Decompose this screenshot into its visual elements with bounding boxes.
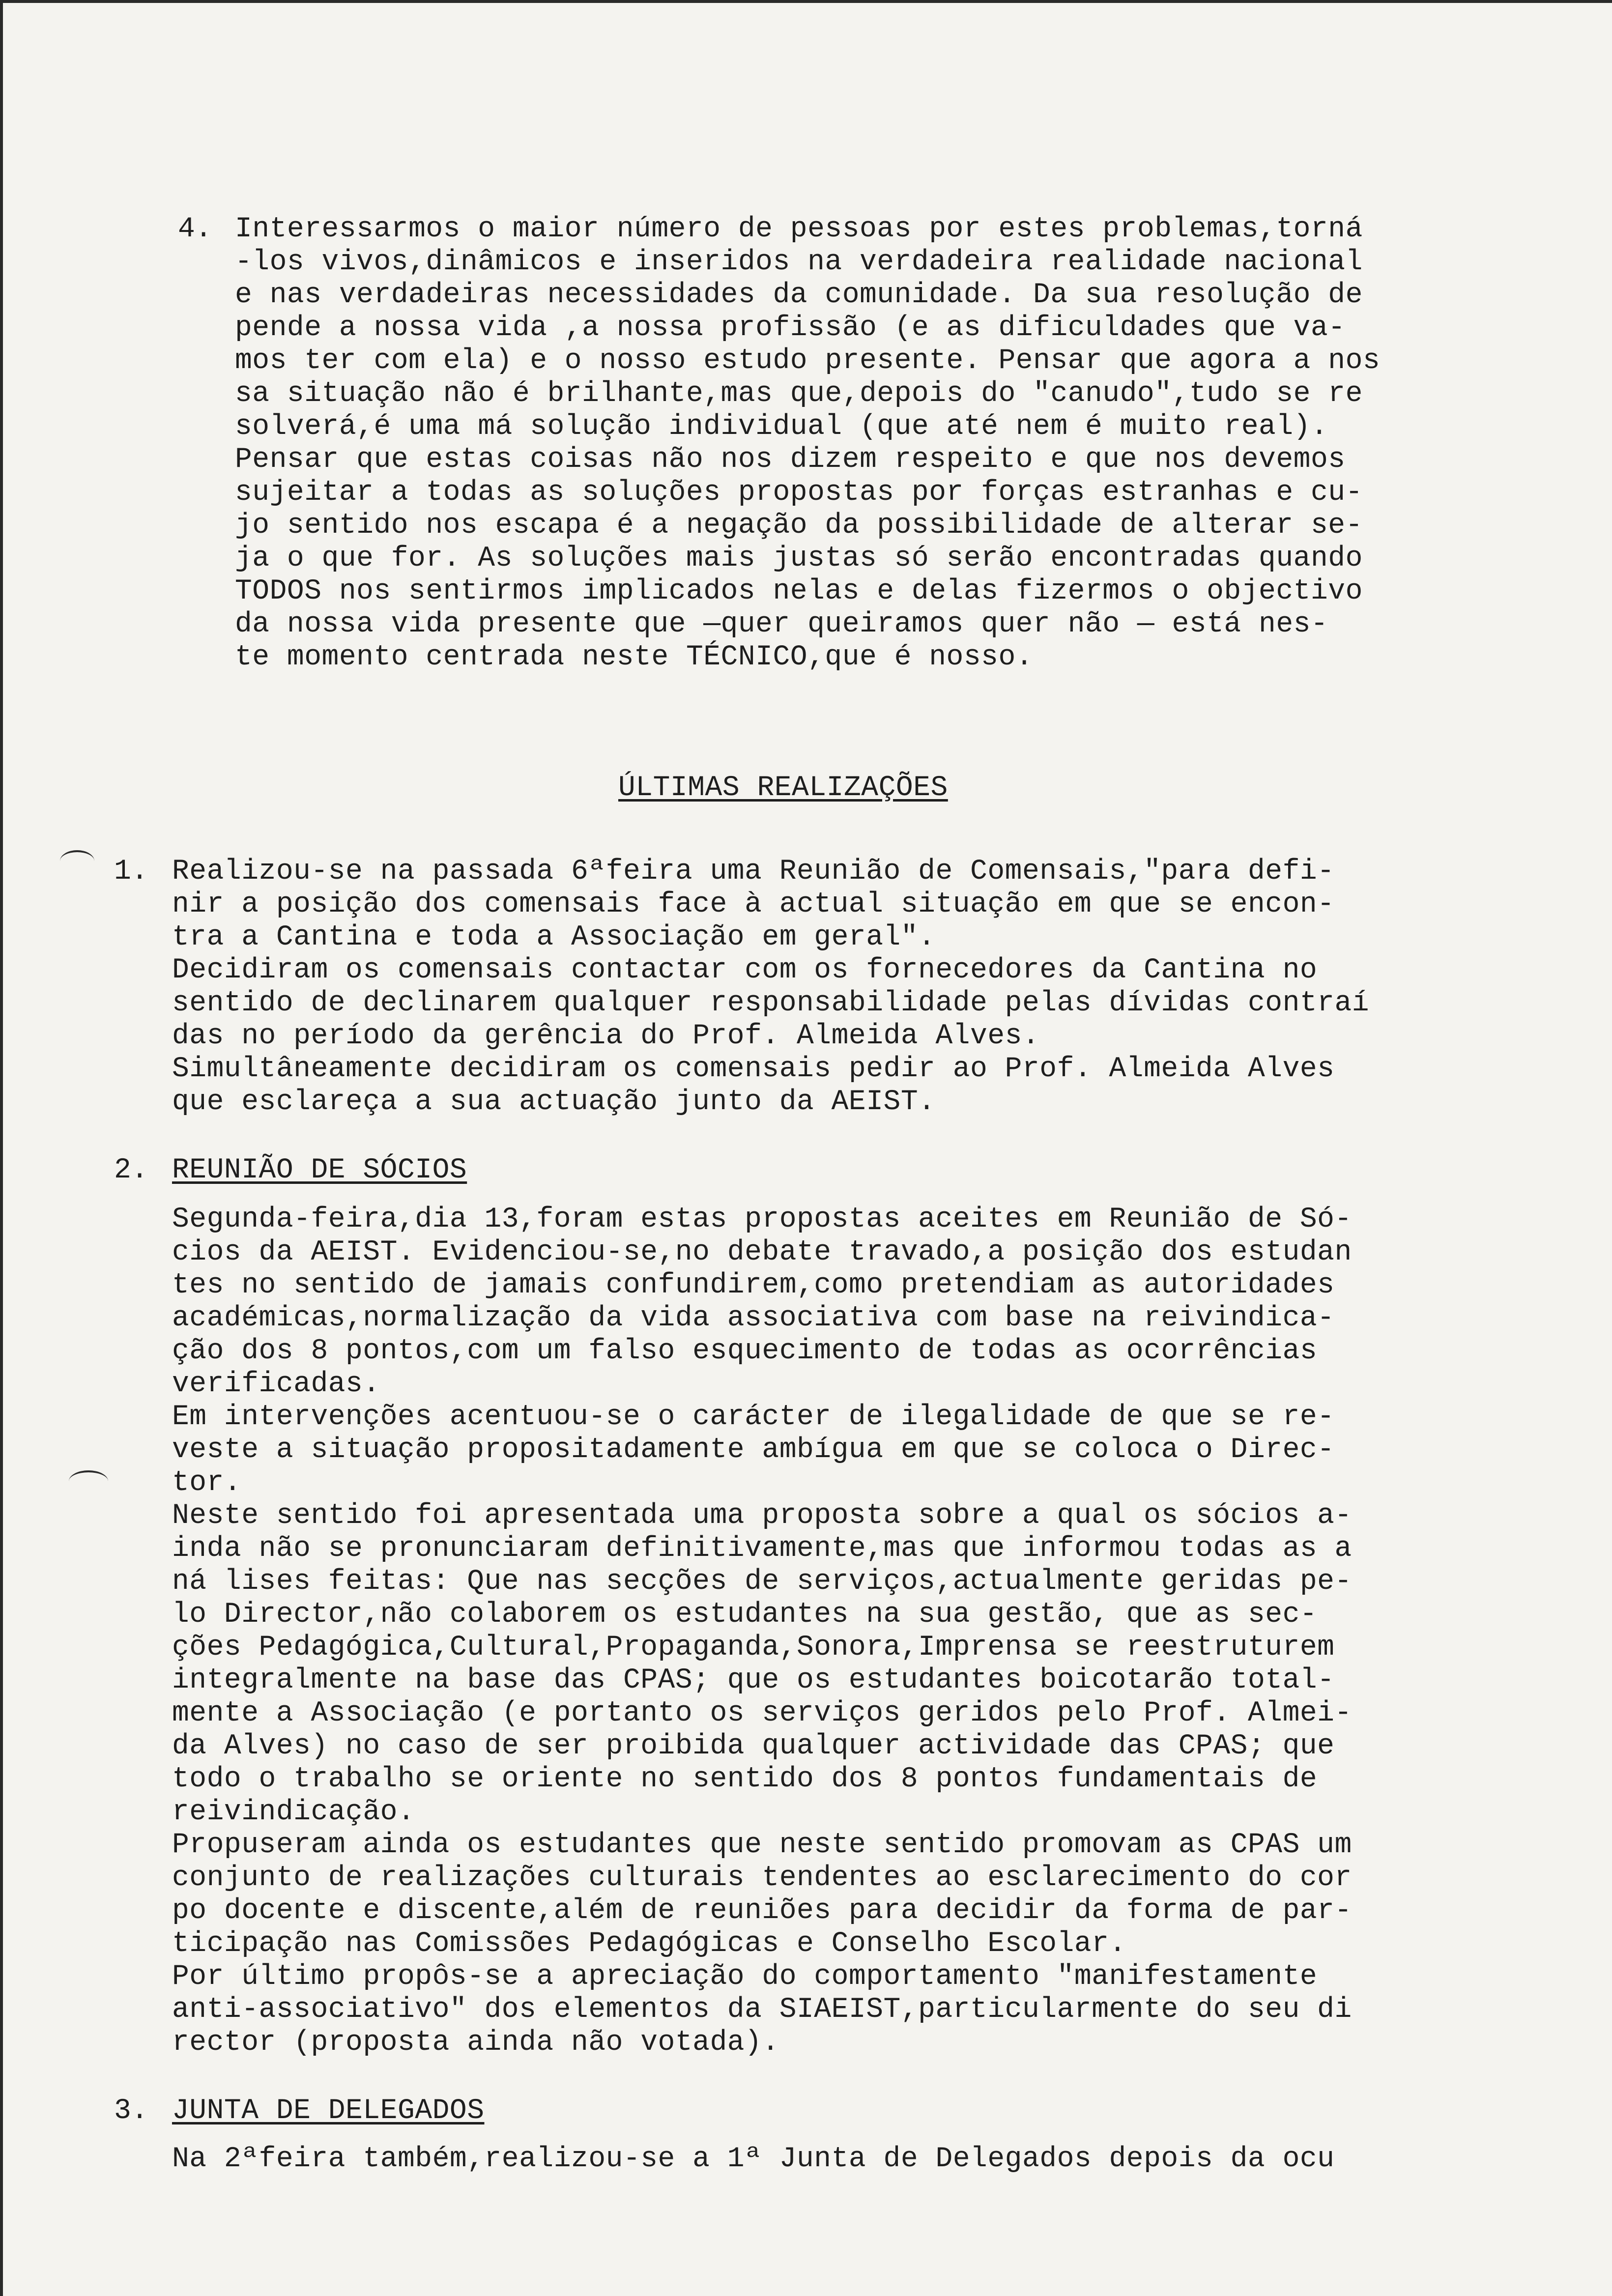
text-line: que esclareça a sua actuação junto da AEIST. bbox=[172, 1086, 936, 1118]
text-line: e nas verdadeiras necessidades da comunidade. Da sua resolução de bbox=[235, 279, 1363, 311]
text-line: conjunto de realizações culturais tendentes ao esclarecimento do cor bbox=[172, 1862, 1352, 1894]
text-line: veste a situação propositadamente ambígua em que se coloca o Direc- bbox=[172, 1434, 1335, 1466]
text-line: mente a Associação (e portanto os serviços geridos pelo Prof. Almei- bbox=[172, 1697, 1352, 1729]
text-line: Realizou-se na passada 6ªfeira uma Reunião de Comensais,"para defi- bbox=[172, 856, 1335, 888]
text-line: -los vivos,dinâmicos e inseridos na verdadeira realidade nacional bbox=[235, 246, 1363, 278]
margin-mark bbox=[60, 850, 94, 872]
item-number: 1. bbox=[114, 856, 148, 888]
text-line: Decidiram os comensais contactar com os fornecedores da Cantina no bbox=[172, 954, 1318, 986]
text-line: tes no sentido de jamais confundirem,como pretendiam as autoridades bbox=[172, 1269, 1335, 1301]
margin-mark bbox=[69, 1470, 108, 1492]
text-line: ná lises feitas: Que nas secções de serviços,actualmente geridas pe- bbox=[172, 1566, 1352, 1598]
item-number: 3. bbox=[114, 2095, 148, 2127]
section-heading: ÚLTIMAS REALIZAÇÕES bbox=[618, 772, 948, 804]
text-line: Propuseram ainda os estudantes que neste sentido promovam as CPAS um bbox=[172, 1829, 1352, 1861]
text-line: tor. bbox=[172, 1467, 242, 1499]
text-line: jo sentido nos escapa é a negação da possibilidade de alterar se- bbox=[235, 510, 1363, 542]
text-line: sujeitar a todas as soluções propostas por forças estranhas e cu- bbox=[235, 477, 1363, 509]
text-line: verificadas. bbox=[172, 1368, 380, 1400]
text-line: nir a posição dos comensais face à actual situação em que se encon- bbox=[172, 889, 1335, 920]
text-line: anti-associativo" dos elementos da SIAEIST,particularmente do seu di bbox=[172, 1994, 1352, 2026]
text-line: Interessarmos o maior número de pessoas por estes problemas,torná bbox=[235, 213, 1363, 245]
text-line: mos ter com ela) e o nosso estudo presente. Pensar que agora a nos bbox=[235, 345, 1381, 377]
text-line: Simultâneamente decidiram os comensais pedir ao Prof. Almeida Alves bbox=[172, 1053, 1335, 1085]
text-line: solverá,é uma má solução individual (que até nem é muito real). bbox=[235, 411, 1328, 443]
item-number: 2. bbox=[114, 1154, 148, 1186]
item-title: REUNIÃO DE SÓCIOS bbox=[172, 1154, 467, 1186]
text-line: integralmente na base das CPAS; que os estudantes boicotarão total- bbox=[172, 1665, 1335, 1696]
text-line: ções Pedagógica,Cultural,Propaganda,Sonora,Imprensa se reestruturem bbox=[172, 1632, 1335, 1664]
text-line: académicas,normalização da vida associativa com base na reivindica- bbox=[172, 1302, 1335, 1334]
text-line: pende a nossa vida ,a nossa profissão (e as dificuldades que va- bbox=[235, 312, 1346, 344]
text-line: da nossa vida presente que —quer queiramos quer não — está nes- bbox=[235, 608, 1328, 640]
text-line: sentido de declinarem qualquer responsabilidade pelas dívidas contraí bbox=[172, 987, 1370, 1019]
text-line: inda não se pronunciaram definitivamente,mas que informou todas as a bbox=[172, 1533, 1352, 1565]
text-line: todo o trabalho se oriente no sentido dos 8 pontos fundamentais de bbox=[172, 1763, 1318, 1795]
text-line: das no período da gerência do Prof. Almeida Alves. bbox=[172, 1020, 1040, 1052]
text-line: Segunda-feira,dia 13,foram estas propostas aceites em Reunião de Só- bbox=[172, 1204, 1352, 1235]
text-line: Pensar que estas coisas não nos dizem respeito e que nos devemos bbox=[235, 444, 1346, 476]
text-line: po docente e discente,além de reuniões para decidir da forma de par- bbox=[172, 1895, 1352, 1927]
text-line: sa situação não é brilhante,mas que,depois do "canudo",tudo se re bbox=[235, 378, 1363, 410]
text-line: ticipação nas Comissões Pedagógicas e Conselho Escolar. bbox=[172, 1928, 1126, 1960]
text-line: Por último propôs-se a apreciação do comportamento "manifestamente bbox=[172, 1961, 1318, 1993]
text-line: lo Director,não colaborem os estudantes na sua gestão, que as sec- bbox=[172, 1599, 1318, 1631]
text-line: Na 2ªfeira também,realizou-se a 1ª Junta de Delegados depois da ocu bbox=[172, 2143, 1335, 2175]
text-line: te momento centrada neste TÉCNICO,que é nosso. bbox=[235, 641, 1034, 673]
text-line: Em intervenções acentuou-se o carácter de ilegalidade de que se re- bbox=[172, 1401, 1335, 1433]
text-line: Neste sentido foi apresentada uma proposta sobre a qual os sócios a- bbox=[172, 1500, 1352, 1532]
text-line: rector (proposta ainda não votada). bbox=[172, 2027, 779, 2059]
section-number: 4. bbox=[178, 213, 212, 245]
text-line: ja o que for. As soluções mais justas só serão encontradas quando bbox=[235, 543, 1363, 574]
text-line: cios da AEIST. Evidenciou-se,no debate travado,a posição dos estudan bbox=[172, 1236, 1352, 1268]
text-line: tra a Cantina e toda a Associação em geral". bbox=[172, 921, 936, 953]
text-line: ção dos 8 pontos,com um falso esquecimento de todas as ocorrências bbox=[172, 1335, 1318, 1367]
text-line: reivindicação. bbox=[172, 1796, 415, 1828]
item-title: JUNTA DE DELEGADOS bbox=[172, 2095, 485, 2127]
text-line: da Alves) no caso de ser proibida qualquer actividade das CPAS; que bbox=[172, 1730, 1335, 1762]
text-line: TODOS nos sentirmos implicados nelas e delas fizermos o objectivo bbox=[235, 575, 1363, 607]
